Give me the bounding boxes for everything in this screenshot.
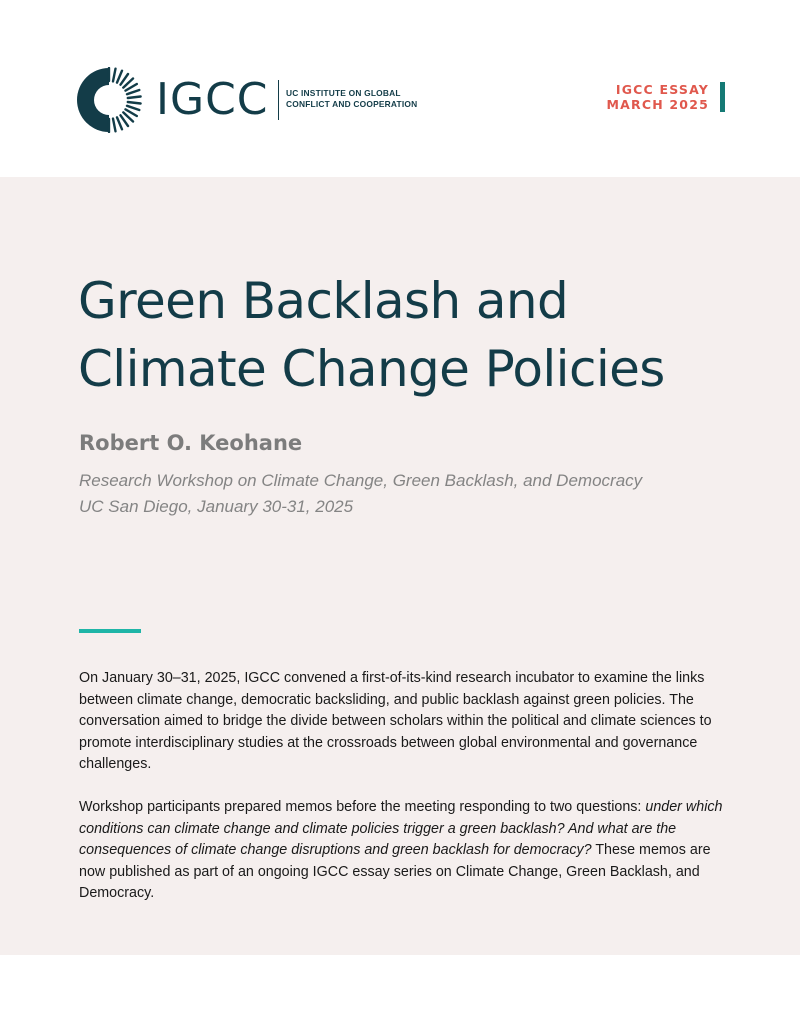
intro-paragraph-1: On January 30–31, 2025, IGCC convened a first-of-its-kind research incubator to examine the links between climate change, democratic backsliding, and public backlash against green policies. The conversation aimed to bridge the divide between scholars within the political and climate sciences to promote interdisciplinary studies at the crossroads between global environmental and governance challenges.	[79, 670, 712, 773]
intro-text	[79, 668, 729, 905]
title-line1: Green Backlash and	[78, 272, 569, 330]
paragraph2-tail: These memos are now published as part of an ongoing IGCC essay series on Climate Change, Green Backlash, and Democracy.	[79, 842, 711, 902]
event-name: Research Workshop on Climate Change, Green Backlash, and Democracy	[79, 471, 643, 490]
paragraph2-lead: Workshop participants prepared memos before the meeting responding to two questions:	[79, 798, 646, 815]
paragraph2-questions: under which conditions can climate change and climate policies trigger a green backlash? And what are the consequences of climate change disruptions and green backlash for democracy?	[79, 798, 723, 859]
page-title	[78, 267, 665, 403]
essay-date: MARCH 2025	[606, 97, 709, 112]
page-header	[0, 0, 800, 177]
page-footer	[0, 955, 800, 1035]
essay-tag-bar	[720, 82, 725, 112]
intro-paragraph-2	[79, 797, 729, 905]
accent-divider	[79, 629, 141, 633]
author-name: Robert O. Keohane	[79, 431, 303, 455]
logo-divider	[278, 80, 279, 120]
hero-section	[0, 177, 800, 955]
event-location-date: UC San Diego, January 30-31, 2025	[79, 497, 354, 516]
logo-subtitle	[286, 88, 417, 110]
title-line2: Climate Change Policies	[78, 340, 665, 398]
logo-wordmark: IGCC	[156, 74, 269, 125]
essay-label: IGCC ESSAY	[615, 82, 709, 97]
igcc-logo-icon	[76, 67, 142, 133]
essay-tag	[606, 82, 709, 112]
logo-subtitle-line1: UC INSTITUTE ON GLOBAL	[286, 88, 401, 98]
logo-subtitle-line2: CONFLICT AND COOPERATION	[286, 99, 418, 109]
